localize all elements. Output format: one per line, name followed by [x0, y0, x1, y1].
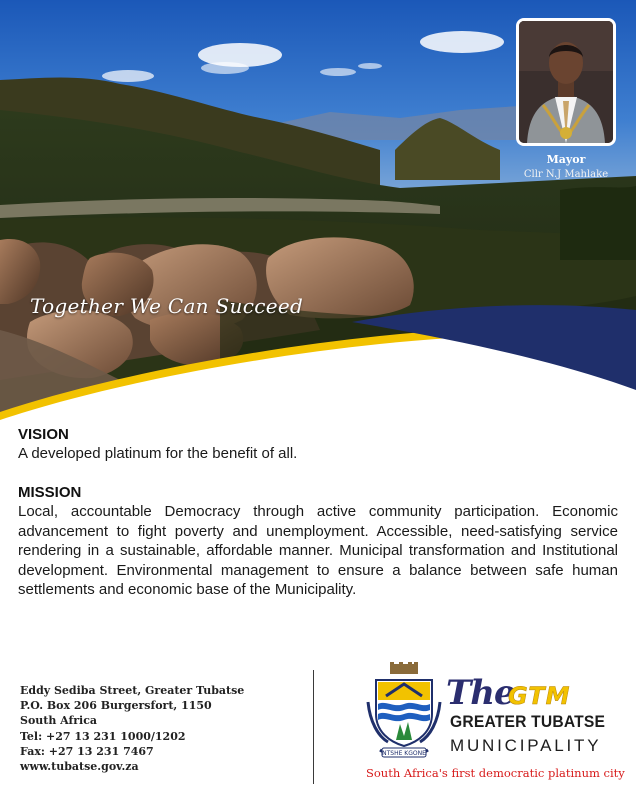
fax: Fax: +27 13 231 7467 — [20, 744, 154, 758]
mission-heading: MISSION — [18, 484, 82, 501]
vision-section — [18, 426, 618, 464]
tagline: South Africa's first democratic platinum city — [366, 766, 625, 780]
mayor-title: Mayor — [546, 153, 586, 166]
country: South Africa — [20, 714, 98, 728]
contact-block — [20, 683, 244, 774]
mayor-name: Cllr N.J Mahlake — [523, 169, 609, 180]
logo-gtm: GTM — [508, 682, 571, 710]
logo-name: GREATER TUBATSE — [450, 712, 606, 731]
mission-text: Local, accountable Democracy through active community participation. Economic advancement to fight poverty and unemployment. Accessible, need-satisfying service rendering in a sustainable, affordable manner. Municipal transformation and Institutional development. Environmental management to ensure a balance between safe human settlements and economic base of the Municipality. — [18, 503, 618, 599]
slogan: Together We Can Succeed — [30, 294, 304, 318]
logo-the: The — [446, 673, 515, 713]
crest-motto: NTSHE KGONE — [382, 750, 426, 757]
street-address: Eddy Sediba Street, Greater Tubatse — [20, 684, 245, 697]
vision-text: A developed platinum for the benefit of all. — [18, 445, 298, 462]
telephone: Tel: +27 13 231 1000/1202 — [20, 729, 186, 743]
mayor-portrait — [516, 18, 616, 146]
po-box: P.O. Box 206 Burgersfort, 1150 — [20, 699, 212, 713]
municipal-crest-icon — [366, 662, 442, 762]
vision-heading: VISION — [18, 426, 69, 443]
mayor-portrait-image — [519, 21, 613, 143]
logo-subtitle: MUNICIPALITY — [450, 736, 602, 755]
crest-emblem — [366, 662, 442, 762]
vertical-divider — [313, 670, 314, 784]
website-link[interactable]: www.tubatse.gov.za — [20, 760, 139, 774]
mission-section — [18, 484, 618, 600]
